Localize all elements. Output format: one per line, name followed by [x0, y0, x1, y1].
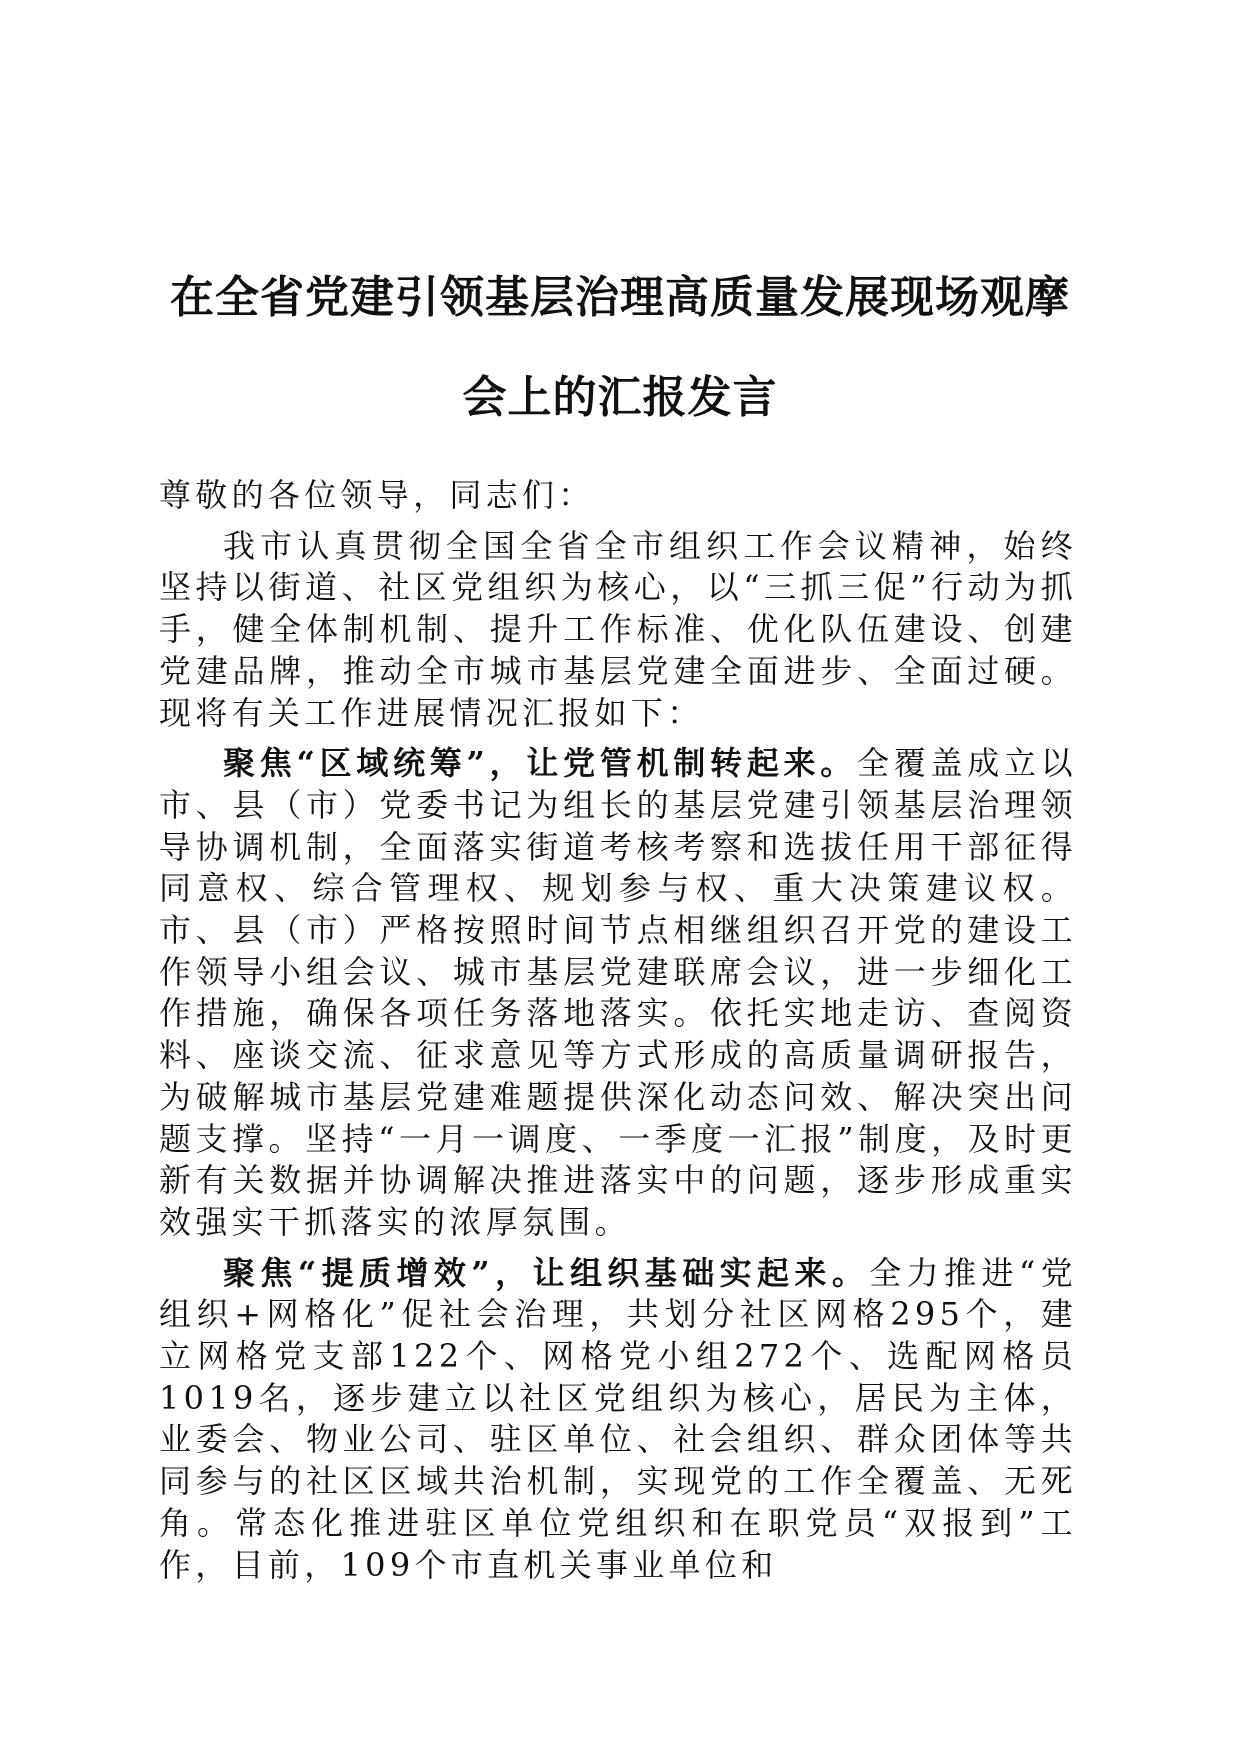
section-text-2: 全力推进“党组织+网格化”促社会治理，共划分社区网格295个，建立网格党支部122个、网格党小组272个、选配网格员1019名，逐步建立以社区党组织为核心，居民为主体，业委会、物业公司、驻区单位、社会组织、群众团体等共同参与的社区区域共治机制，实现党的工作全覆盖、无死角。常态化推进驻区单位党组织和在职党员“双报到”工作，目前，109个市直机关事业单位和: [159, 1253, 1077, 1584]
section-paragraph-1: [159, 743, 1077, 1243]
section-paragraph-2: [159, 1253, 1077, 1587]
salutation: 尊敬的各位领导，同志们：: [159, 476, 595, 514]
section-heading-2: 聚焦“提质增效”，让组织基础实起来。: [223, 1253, 870, 1292]
section-heading-1: 聚焦“区域统筹”，让党管机制转起来。: [223, 744, 858, 783]
intro-paragraph: 我市认真贯彻全国全省全市组织工作会议精神，始终坚持以街道、社区党组织为核心，以“三抓三促”行动为抓手，健全体制机制、提升工作标准、优化队伍建设、创建党建品牌，推动全市城市基层党建全面进步、全面过硬。现将有关工作进展情况汇报如下：: [159, 526, 1077, 732]
title-line-2: 会上的汇报发言: [462, 372, 778, 423]
section-text-1: 全覆盖成立以市、县（市）党委书记为组长的基层党建引领基层治理领导协调机制，全面落实街道考核考察和选拔任用干部征得同意权、综合管理权、规划参与权、重大决策建议权。市、县（市）严格按照时间节点相继组织召开党的建设工作领导小组会议、城市基层党建联席会议，进一步细化工作措施，确保各项任务落地落实。依托实地走访、查阅资料、座谈交流、征求意见等方式形成的高质量调研报告，为破解城市基层党建难题提供深化动态问效、解决突出问题支撑。坚持“一月一调度、一季度一汇报”制度，及时更新有关数据并协调解决推进落实中的问题，逐步形成重实效强实干抓落实的浓厚氛围。: [159, 744, 1077, 1241]
document-body: [159, 475, 1077, 1586]
document-title: [150, 248, 1090, 448]
title-line-1: 在全省党建引领基层治理高质量发展现场观摩: [170, 272, 1070, 323]
